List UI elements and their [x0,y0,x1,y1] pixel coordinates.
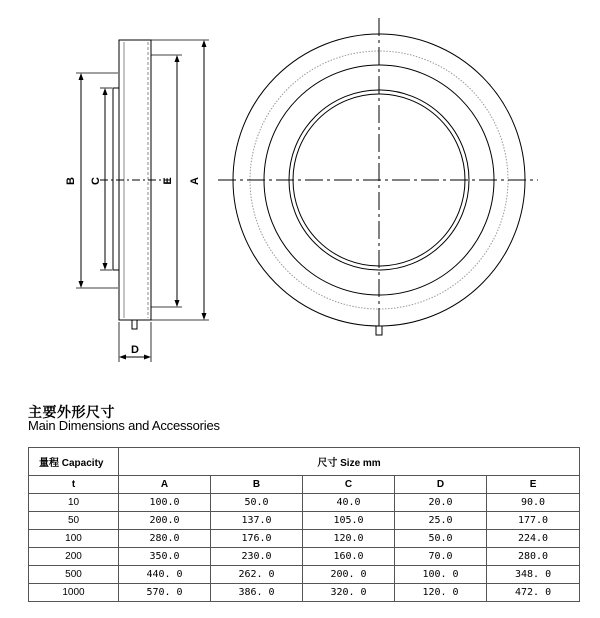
section-title-en: Main Dimensions and Accessories [28,418,220,433]
capacity-cell: 100 [29,530,119,548]
value-cell: 50.0 [211,494,303,512]
table-header-row [29,448,580,476]
value-cell: 137.0 [211,512,303,530]
value-cell: 176.0 [211,530,303,548]
value-cell: 224.0 [487,530,580,548]
value-cell: 440. 0 [119,566,211,584]
value-cell: 262. 0 [211,566,303,584]
value-cell: 120. 0 [395,584,487,602]
capacity-cell: 1000 [29,584,119,602]
table-row [29,548,580,566]
table-row [29,494,580,512]
col-header-d: D [395,476,487,494]
value-cell: 570. 0 [119,584,211,602]
col-header-a: A [119,476,211,494]
capacity-header: 量程 Capacity [29,448,119,476]
value-cell: 280.0 [119,530,211,548]
side-view-connector [132,320,137,329]
value-cell: 348. 0 [487,566,580,584]
capacity-cell: 200 [29,548,119,566]
value-cell: 472. 0 [487,584,580,602]
label-d: D [131,344,139,356]
col-header-e: E [487,476,580,494]
table-row [29,530,580,548]
value-cell: 20.0 [395,494,487,512]
side-view-hub [113,88,119,270]
value-cell: 177.0 [487,512,580,530]
dimensions-table [28,447,580,602]
table-row [29,512,580,530]
unit-label: t [29,476,119,494]
value-cell: 105.0 [303,512,395,530]
section-title-cn: 主要外形尺寸 [28,404,115,420]
value-cell: 230.0 [211,548,303,566]
value-cell: 160.0 [303,548,395,566]
table-row [29,584,580,602]
front-connector [376,326,382,335]
label-b: B [65,177,77,185]
value-cell: 70.0 [395,548,487,566]
value-cell: 320. 0 [303,584,395,602]
value-cell: 40.0 [303,494,395,512]
value-cell: 200.0 [119,512,211,530]
label-a: A [189,177,201,185]
capacity-cell: 50 [29,512,119,530]
value-cell: 100.0 [119,494,211,512]
capacity-cell: 500 [29,566,119,584]
value-cell: 25.0 [395,512,487,530]
value-cell: 90.0 [487,494,580,512]
value-cell: 50.0 [395,530,487,548]
label-c: C [90,177,102,185]
col-header-b: B [211,476,303,494]
size-header: 尺寸 Size mm [119,448,580,476]
label-e: E [162,177,174,185]
col-header-c: C [303,476,395,494]
value-cell: 200. 0 [303,566,395,584]
value-cell: 280.0 [487,548,580,566]
value-cell: 120.0 [303,530,395,548]
table-row [29,566,580,584]
capacity-cell: 10 [29,494,119,512]
value-cell: 100. 0 [395,566,487,584]
value-cell: 386. 0 [211,584,303,602]
value-cell: 350.0 [119,548,211,566]
table-column-row [29,476,580,494]
